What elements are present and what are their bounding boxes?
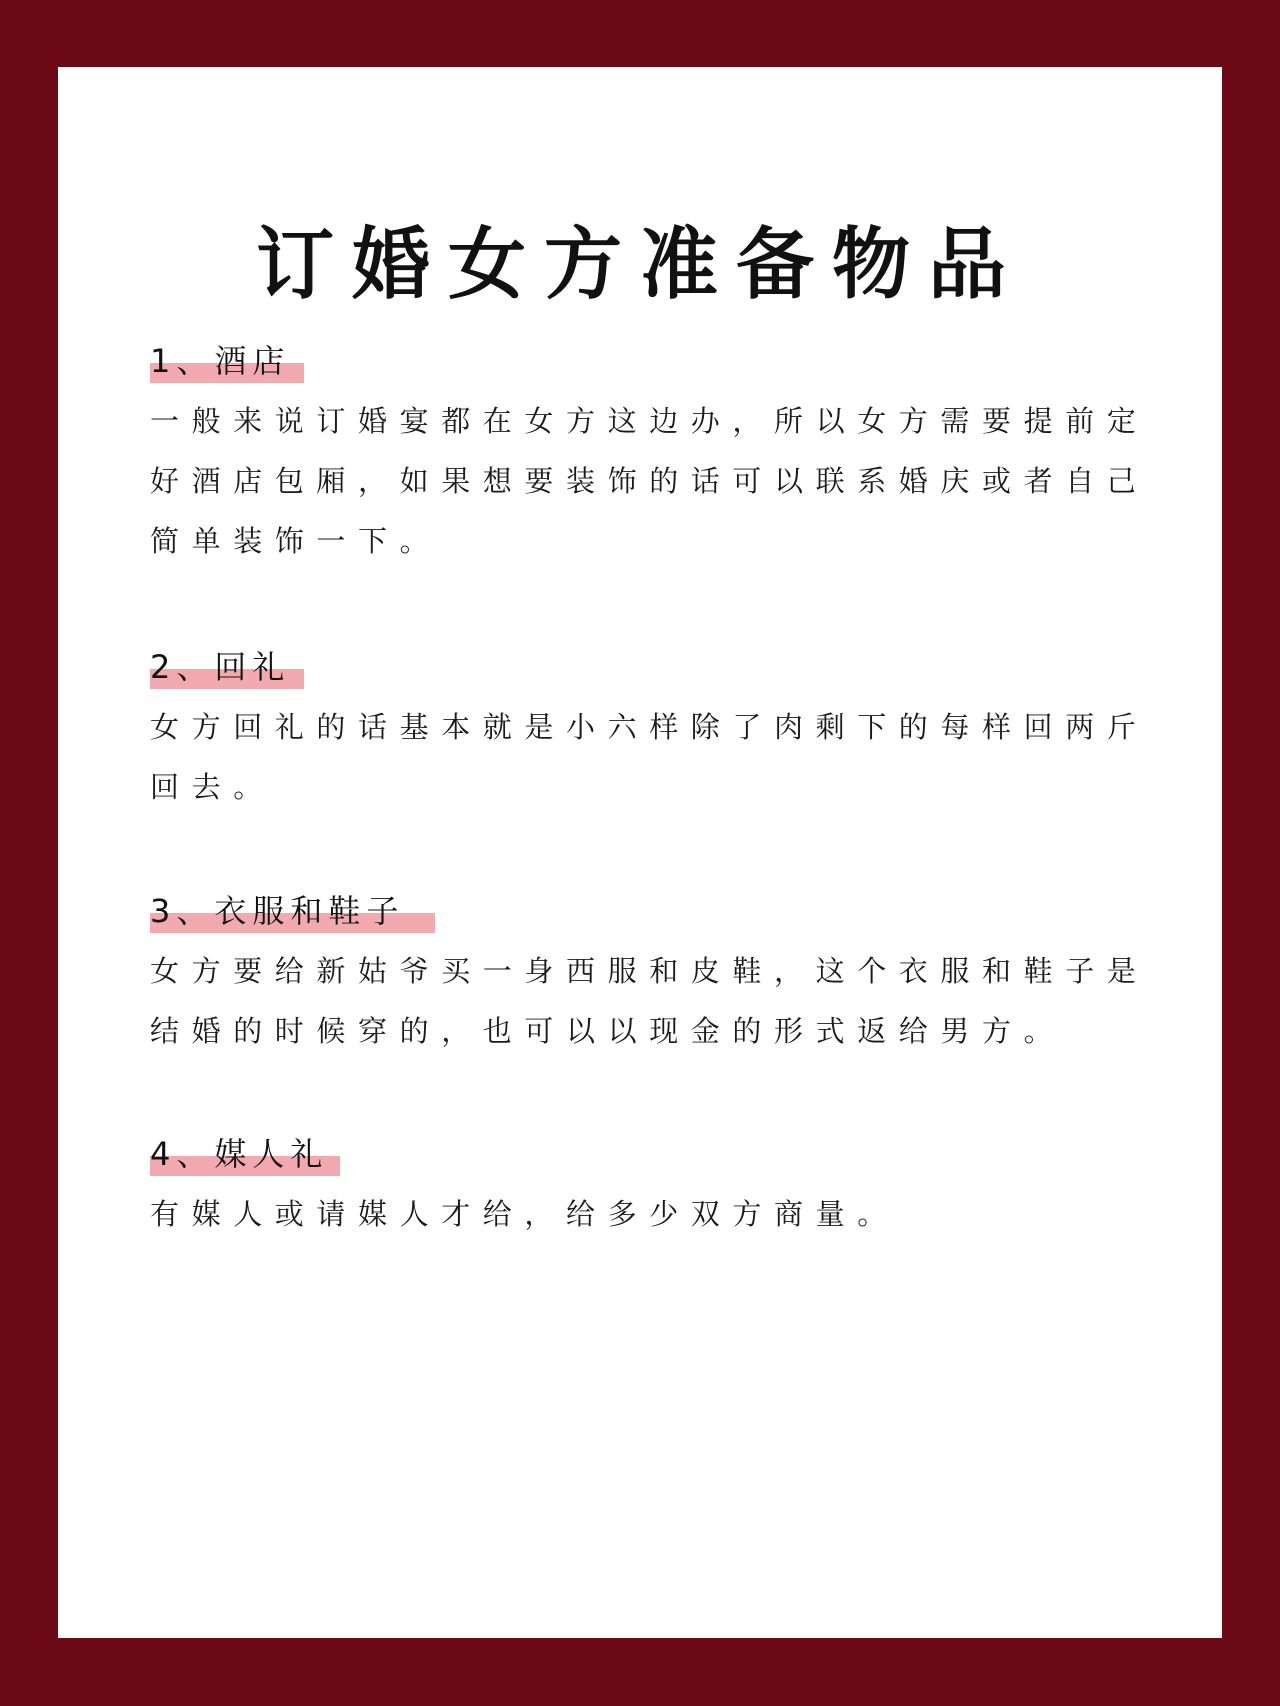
body-line: 有媒人或请媒人才给，给多少双方商量。 [150,1197,899,1231]
content-card [58,67,1222,1638]
body-line: 简单装饰一下。 [150,524,442,558]
section-hotel [150,337,1150,571]
section-matchmaker-gift [150,1130,1150,1244]
page-title: 订婚女方准备物品 [255,220,1024,310]
section-heading-text: 4、媒人礼 [150,1135,329,1173]
body-line: 结婚的时候穿的，也可以以现金的形式返给男方。 [150,1014,1066,1048]
section-body [150,391,1150,571]
section-heading-text: 1、酒店 [150,342,291,380]
section-heading [150,643,290,691]
section-heading [150,337,290,385]
body-line: 回去。 [150,770,275,804]
section-return-gift [150,643,1150,817]
section-body [150,1184,1150,1244]
section-clothes-shoes [150,887,1150,1061]
section-heading-text: 2、回礼 [150,648,291,686]
section-heading-text: 3、衣服和鞋子 [150,892,405,930]
body-line: 女方回礼的话基本就是小六样除了肉剩下的每样回两斤 [150,710,1149,744]
body-line: 一般来说订婚宴都在女方这边办，所以女方需要提前定 [150,404,1149,438]
body-line: 女方要给新姑爷买一身西服和皮鞋，这个衣服和鞋子是 [150,954,1149,988]
section-body [150,941,1150,1061]
section-body [150,697,1150,817]
body-line: 好酒店包厢，如果想要装饰的话可以联系婚庆或者自己 [150,464,1149,498]
section-heading [150,1130,328,1178]
section-heading [150,887,404,935]
